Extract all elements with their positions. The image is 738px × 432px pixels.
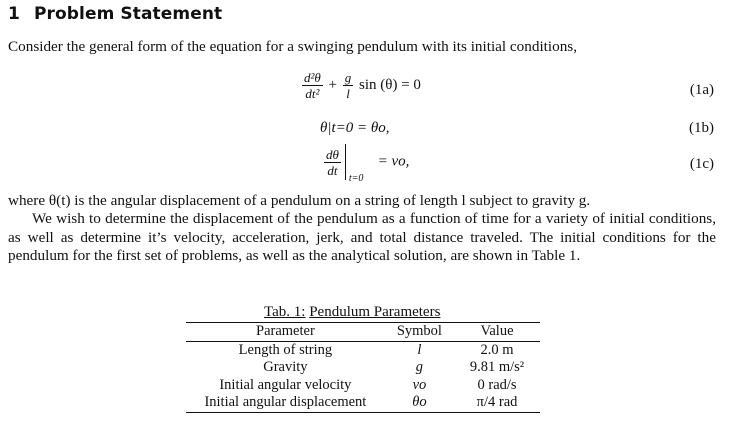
header-parameter: Parameter [186,323,385,342]
header-symbol: Symbol [385,323,454,342]
table-row [186,359,540,377]
g-over-l-fraction [343,70,354,101]
equation-1b [320,120,390,137]
parameters-table [186,322,540,413]
evaluation-bar [345,144,374,184]
frac-denominator: dt² [302,85,323,101]
cell-value: 2.0 m [480,341,514,358]
header-value: Value [454,323,540,342]
cell-parameter: Length of string [238,341,333,358]
equation-number-1a: (1a) [689,82,714,98]
equation-number-1c: (1c) [689,156,714,172]
caption-label: Tab. 1: [264,304,306,320]
equation-number-1b: (1b) [689,120,714,136]
cell-value: 9.81 m/s² [469,359,525,375]
sine-term: sin (θ) = 0 [359,76,421,93]
g-numerator: g [344,70,352,85]
first-derivative-fraction [324,147,341,178]
section-title: Problem Statement [33,4,223,24]
cell-value: π/4 rad [454,394,540,412]
cell-parameter: Initial angular displacement [186,394,385,412]
l-denominator: l [343,85,354,101]
evaluation-subscript: t=0 [348,173,364,184]
table-caption [264,304,440,321]
plus-sign: + [328,76,338,93]
cell-symbol: l [417,341,422,358]
section-heading [8,4,222,24]
cell-symbol: vo [412,376,427,393]
section-number: 1 [8,4,20,24]
cell-parameter: Initial angular velocity [219,376,352,393]
caption-text: Pendulum Parameters [309,304,441,320]
equation-1c [322,144,410,184]
initial-displacement-condition: θ|t=0 = θo, [320,120,390,136]
intro-paragraph: Consider the general form of the equation for a swinging pendulum with its initial conditions, [8,38,578,55]
table-header-row [186,323,540,342]
table-row [186,341,540,359]
frac-numerator: d²θ [304,70,321,85]
frac-numerator: dθ [326,146,339,162]
table-row [186,394,540,412]
cell-symbol: θo [385,394,454,412]
table-row [186,377,540,395]
body-paragraph: We wish to determine the displacement of the pendulum as a function of time for a variety of initial conditions, as well as determine it’s velocity, acceleration, jerk, and total distance traveled. The initial conditions for the pendulum for the first set of problems, as well as the analytical solution, are shown in Table 1. [8,210,716,265]
cell-symbol: g [415,359,424,375]
second-derivative-fraction [302,70,323,101]
frac-denominator: dt [324,162,341,178]
cell-parameter: Gravity [263,359,308,375]
cell-value: 0 rad/s [477,376,517,393]
definition-sentence: where θ(t) is the angular displacement of a pendulum on a string of length l subject to gravity g. [8,192,591,209]
initial-velocity-term: = vo, [377,153,410,170]
equation-1a [300,70,421,101]
